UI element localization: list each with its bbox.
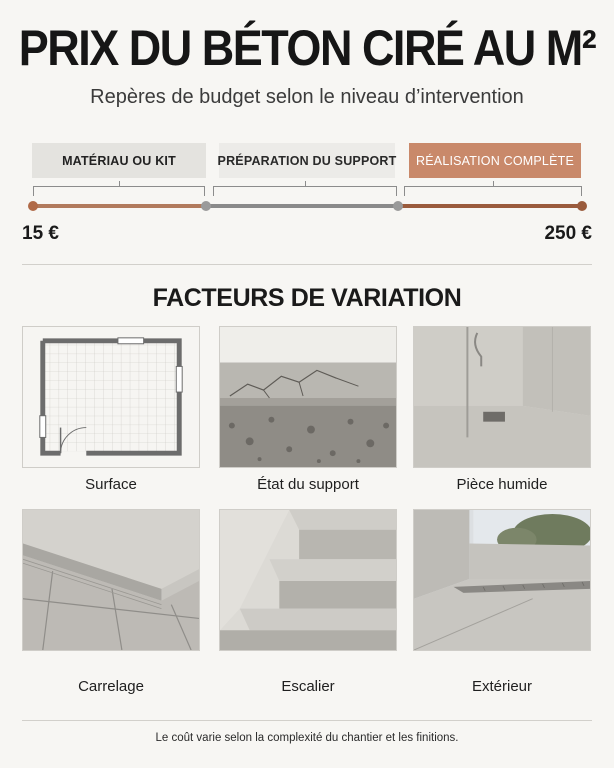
factor-label-outdoor: Extérieur bbox=[471, 678, 533, 695]
price-track-dot bbox=[28, 201, 38, 211]
price-track-segment bbox=[33, 204, 205, 208]
min-price: 15 € bbox=[22, 223, 59, 244]
factor-label-support: État du support bbox=[257, 476, 359, 493]
cracked-concrete-image bbox=[219, 326, 397, 468]
price-track-segment bbox=[398, 204, 582, 208]
factor-label-stairs: Escalier bbox=[281, 678, 335, 695]
section-divider bbox=[22, 264, 592, 265]
factor-label-wet-room: Pièce humide bbox=[456, 476, 548, 493]
page-title: PRIX DU BÉTON CIRÉ AU M² bbox=[18, 18, 596, 77]
stage-bracket bbox=[404, 186, 582, 196]
floor-plan-image bbox=[22, 326, 200, 468]
factor-label-surface: Surface bbox=[85, 476, 137, 493]
price-track-segment bbox=[206, 204, 398, 208]
footer-divider bbox=[22, 720, 592, 721]
max-price: 250 € bbox=[544, 223, 592, 244]
page-subtitle: Repères de budget selon le niveau d’intervention bbox=[90, 86, 524, 108]
terrace-image bbox=[413, 509, 591, 651]
stage-bracket bbox=[213, 186, 397, 196]
stage-surface-preparation: PRÉPARATION DU SUPPORT bbox=[219, 143, 395, 178]
stage-bracket bbox=[33, 186, 205, 196]
factor-label-tiling: Carrelage bbox=[78, 678, 144, 695]
concrete-stairs-image bbox=[219, 509, 397, 651]
stage-material-kit: MATÉRIAU OU KIT bbox=[32, 143, 206, 178]
walk-in-shower-image bbox=[413, 326, 591, 468]
footer-note: Le coût varie selon la complexité du chantier et les finitions. bbox=[155, 732, 459, 744]
price-track-dot bbox=[577, 201, 587, 211]
factors-title: FACTEURS DE VARIATION bbox=[152, 284, 462, 312]
tiled-floor-image bbox=[22, 509, 200, 651]
stage-full-installation: RÉALISATION COMPLÈTE bbox=[409, 143, 581, 178]
price-track-dot bbox=[201, 201, 211, 211]
price-track-dot bbox=[393, 201, 403, 211]
